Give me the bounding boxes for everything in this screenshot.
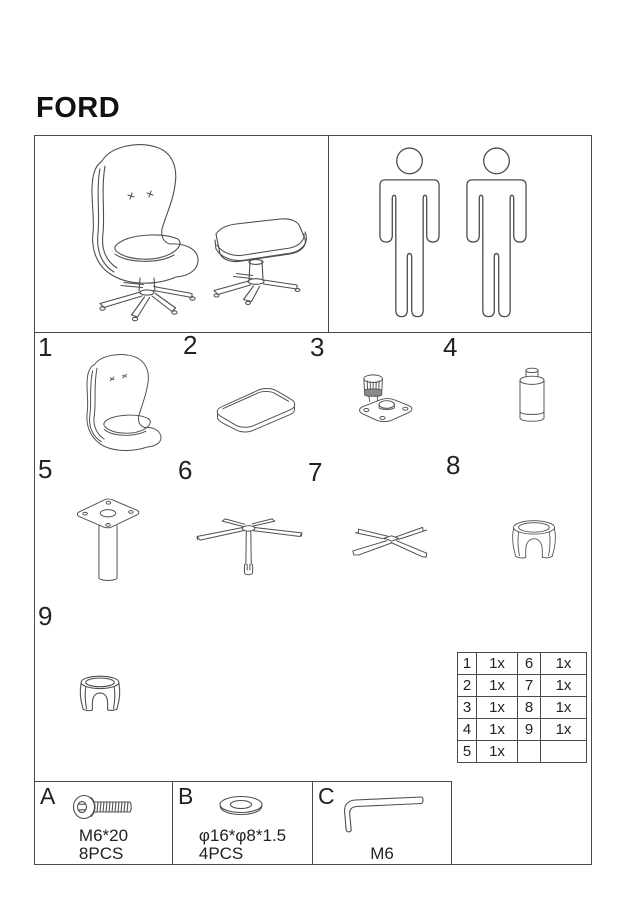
table-row <box>458 719 587 741</box>
part-qty: 1x <box>477 741 518 763</box>
four-star-base-icon <box>340 518 436 575</box>
part-ref: 3 <box>458 697 477 719</box>
part-qty: 1x <box>541 719 587 741</box>
part-number-8: 8 <box>446 450 461 480</box>
base-cover-icon <box>76 672 124 716</box>
hardware-label: B <box>178 783 194 809</box>
hex-socket-bolt-icon <box>71 793 135 821</box>
quantity-table <box>457 652 587 763</box>
hardware-box-a <box>34 781 173 865</box>
hardware-box-b <box>173 781 313 865</box>
part-number-5: 5 <box>38 454 53 484</box>
hardware-spec: M6*20 <box>78 826 129 845</box>
washer-icon <box>217 794 265 818</box>
allen-key-icon <box>335 791 425 839</box>
part-ref <box>518 741 541 763</box>
part-number-2: 2 <box>183 330 198 360</box>
hardware-qty: 8PCS <box>78 844 124 863</box>
part-qty: 1x <box>477 653 518 675</box>
part-qty: 1x <box>477 675 518 697</box>
column-plate-icon <box>70 490 146 590</box>
person-icon <box>459 146 534 324</box>
hardware-label: A <box>40 783 56 809</box>
part-number-4: 4 <box>443 332 458 362</box>
table-row <box>458 741 587 763</box>
part-ref: 1 <box>458 653 477 675</box>
part-qty: 1x <box>541 675 587 697</box>
part-ref: 8 <box>518 697 541 719</box>
base-cover-icon <box>508 516 560 564</box>
part-ref: 2 <box>458 675 477 697</box>
part-number-7: 7 <box>308 457 323 487</box>
part-ref: 5 <box>458 741 477 763</box>
hardware-spec: M6 <box>370 844 394 863</box>
hardware-spec: φ16*φ8*1.5 <box>198 826 287 845</box>
hardware-spec-block <box>173 827 312 863</box>
hardware-label: C <box>318 783 335 809</box>
ottoman-cushion-icon <box>208 380 304 434</box>
hardware-spec-block <box>35 827 172 863</box>
swivel-base-stem-icon <box>188 503 310 580</box>
page-title: FORD <box>36 92 121 124</box>
hardware-box-c <box>313 781 452 865</box>
part-number-3: 3 <box>310 332 325 362</box>
part-qty: 1x <box>541 653 587 675</box>
part-ref: 6 <box>518 653 541 675</box>
part-ref: 7 <box>518 675 541 697</box>
part-number-1: 1 <box>38 332 53 362</box>
table-row <box>458 675 587 697</box>
table-row <box>458 653 587 675</box>
chair-shell-icon <box>66 352 168 450</box>
hardware-spec-block <box>313 845 451 863</box>
part-qty: 1x <box>541 697 587 719</box>
gas-lift-icon <box>514 364 550 430</box>
part-number-9: 9 <box>38 601 53 631</box>
hardware-qty: 4PCS <box>198 844 244 863</box>
part-ref: 4 <box>458 719 477 741</box>
part-number-6: 6 <box>178 455 193 485</box>
top-panel-divider <box>328 135 329 332</box>
part-qty: 1x <box>477 697 518 719</box>
part-qty: 1x <box>477 719 518 741</box>
table-row <box>458 697 587 719</box>
swivel-mechanism-icon <box>352 370 418 428</box>
part-qty <box>541 741 587 763</box>
part-ref: 9 <box>518 719 541 741</box>
person-icon <box>372 146 447 324</box>
assembled-chair-ottoman-icon <box>44 139 324 329</box>
